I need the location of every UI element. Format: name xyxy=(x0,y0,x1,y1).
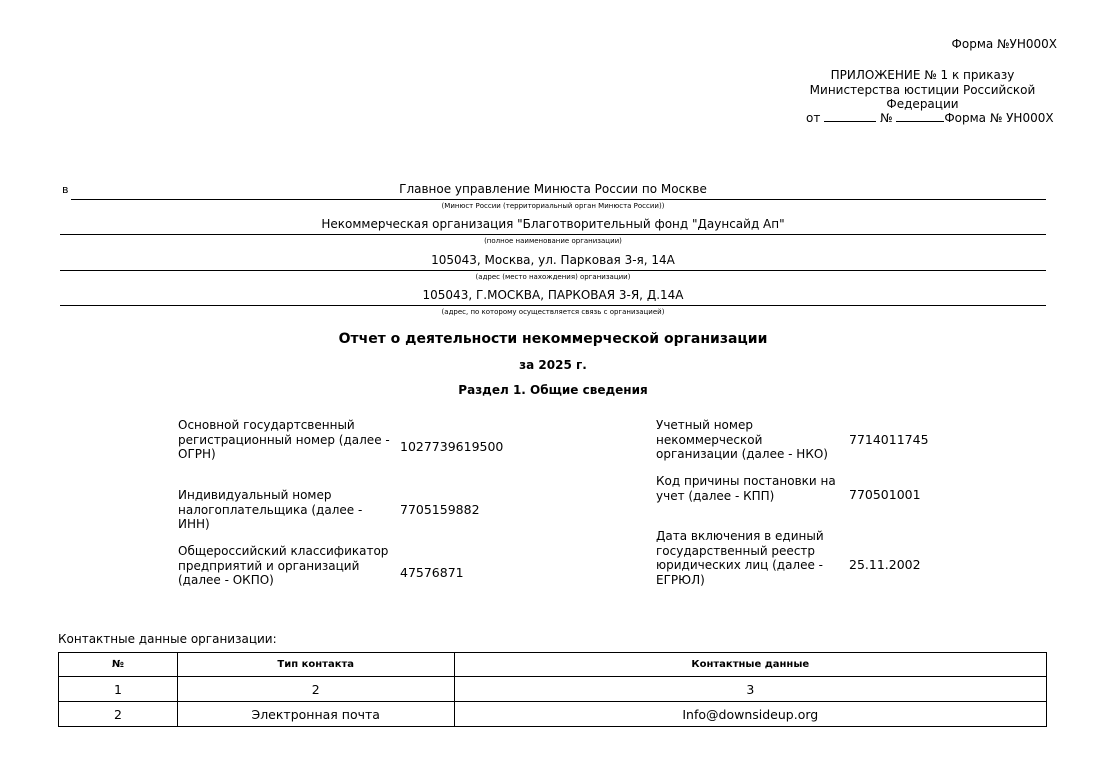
inn-label: Индивидуальный номер налогоплательщика (далее - ИНН) xyxy=(178,488,363,531)
column-header-contact-type: Тип контакта xyxy=(177,653,454,677)
contacts-table xyxy=(58,652,1047,727)
table-cell: 3 xyxy=(454,677,1046,702)
authority-underline xyxy=(71,199,1046,200)
order-from-label: от xyxy=(806,111,821,125)
order-number-blank xyxy=(896,111,944,122)
column-header-number: № xyxy=(59,653,178,677)
okpo-label: Общероссийский классификатор предприятий и организаций (далее - ОКПО) xyxy=(178,544,389,587)
column-header-contact-data: Контактные данные xyxy=(454,653,1046,677)
section-title: Раздел 1. Общие сведения xyxy=(458,383,648,397)
egrul-label: Дата включения в единый государственный реестр юридических лиц (далее - ЕГРЮЛ) xyxy=(656,529,824,587)
ogrn-value: 1027739619500 xyxy=(400,439,504,454)
order-number-label: № xyxy=(880,111,893,125)
address-caption: (адрес (место нахождения) организации) xyxy=(475,273,631,281)
table-header-row xyxy=(59,653,1047,677)
appendix-block xyxy=(780,68,1065,112)
appendix-line: ПРИЛОЖЕНИЕ № 1 к приказу xyxy=(830,68,1015,82)
order-date-blank xyxy=(824,111,876,122)
form-number: Форма №УН000Х xyxy=(951,37,1057,51)
okpo-value: 47576871 xyxy=(400,565,464,580)
contact-address-value: 105043, Г.МОСКВА, ПАРКОВАЯ 3-Я, Д.14А xyxy=(422,288,684,302)
email-cell: Info@downsideup.org xyxy=(454,702,1046,727)
address-value: 105043, Москва, ул. Парковая 3-я, 14А xyxy=(431,253,675,267)
table-cell: 2 xyxy=(59,702,178,727)
table-cell: 2 xyxy=(177,677,454,702)
authority-value: Главное управление Минюста России по Москве xyxy=(399,182,707,196)
appendix-line: Федерации xyxy=(886,97,959,111)
recipient-prefix: в xyxy=(62,183,69,196)
contacts-title: Контактные данные организации: xyxy=(58,632,277,646)
kpp-label: Код причины постановки на учет (далее - КПП) xyxy=(656,474,836,503)
report-title: Отчет о деятельности некоммерческой организации xyxy=(338,331,768,347)
table-cell: 1 xyxy=(59,677,178,702)
authority-caption: (Минюст России (территориальный орган Минюста России)) xyxy=(441,202,665,210)
ogrn-label: Основной государтсвенный регистрационный номер (далее - ОГРН) xyxy=(178,418,390,461)
egrul-value: 25.11.2002 xyxy=(849,557,921,572)
contact-address-caption: (адрес, по которому осуществляется связь с организацией) xyxy=(441,308,665,316)
order-form-label: Форма № УН000Х xyxy=(944,111,1054,125)
kpp-value: 770501001 xyxy=(849,487,921,502)
table-row xyxy=(59,677,1047,702)
org-name-caption: (полное наименование организации) xyxy=(484,237,622,245)
order-line xyxy=(806,111,1054,125)
contact-address-underline xyxy=(60,305,1046,306)
report-period: за 2025 г. xyxy=(519,358,587,372)
nko-value: 7714011745 xyxy=(849,432,929,447)
nko-label: Учетный номер некоммерческой организации (далее - НКО) xyxy=(656,418,828,461)
address-underline xyxy=(60,270,1046,271)
org-name-underline xyxy=(60,234,1046,235)
org-name-value: Некоммерческая организация "Благотворительный фонд "Даунсайд Ап" xyxy=(321,217,785,231)
table-row xyxy=(59,702,1047,727)
table-cell: Электронная почта xyxy=(177,702,454,727)
appendix-line: Министерства юстиции Российской xyxy=(809,82,1036,97)
inn-value: 7705159882 xyxy=(400,502,480,517)
